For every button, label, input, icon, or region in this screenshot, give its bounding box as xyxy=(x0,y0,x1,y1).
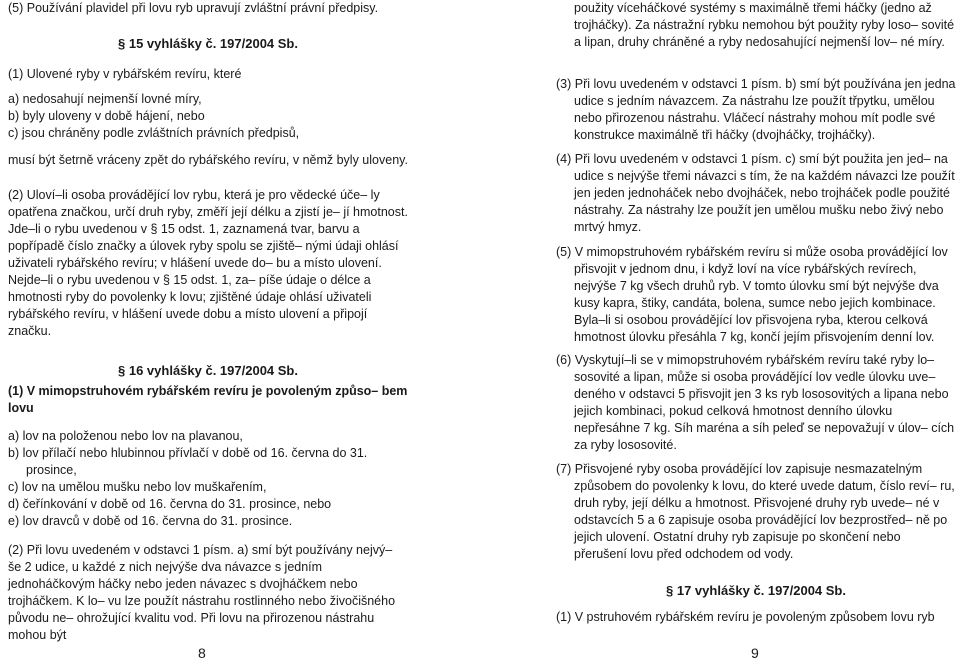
paragraph-17-1: (1) V pstruhovém rybářském revíru je povoleným způsobem lovu ryb xyxy=(556,610,935,624)
section-15-heading: § 15 vyhlášky č. 197/2004 Sb. xyxy=(118,36,298,51)
paragraph-16-6: (6) Vyskytují–li se v mimopstruhovém rybářském revíru také ryby lo– sosovité a lipan, může si osoba provádějící lov vedle úlovku uve– deného v odstavci 5 přisvojit jen 3 ks ryb lososovitých a lipana nebo jejich kombinaci, pokud celková hmotnost denního úlovku nepřesáhne 7 kg. Síh maréna a síh peleď se nepovažují v úlov– cích za ryby lososovité. xyxy=(556,353,955,452)
paragraph-15-2: (2) Uloví–li osoba provádějící lov rybu, která je pro vědecké úče– ly opatřena značkou, určí druh ryby, změří její délku a zjistí je– jí hmotnost. Jde–li o rybu uvedenou v § 15 odst. 1, zaznamená tvar, barvu a popřípadě číslo značky a úlovek ryby spolu se zjiště– nými údaji ohlásí uživateli rybářského revíru; v hlášení uvede do– bu a místo ulovení. Nejde–li o rybu uvedenou v § 15 odst. 1, za– píše údaje o délce a hmotnosti ryby do povolenky k lovu; zjištěné údaje ohlásí uživateli rybářského revíru, v hlášení uvede dobu a místo ulovení a připojí značku. xyxy=(8,188,408,338)
page-number-left: 8 xyxy=(198,645,206,661)
paragraph-16-4: (4) Při lovu uvedeném v odstavci 1 písm. c) smí být použita jen jed– na udice s nejvýše třemi návazci s tím, že na každém návazci lze použít jen jeden jednoháček nebo dvojháček, nebo trojháček podle použité nástrahy. Za nástrahy lze použít jen umělou mušku nebo živý nebo mrtvý hmyz. xyxy=(556,152,955,234)
section-17-heading: § 17 vyhlášky č. 197/2004 Sb. xyxy=(666,583,846,598)
list-item-a: a) nedosahují nejmenší lovné míry, xyxy=(8,92,202,106)
list-item-16-d: d) čeřínkování v době od 16. června do 31. prosince, nebo xyxy=(8,497,332,511)
paragraph-5-tail: (5) Používání plavidel při lovu ryb upravují zvláštní právní předpisy. xyxy=(8,1,379,15)
paragraph-16-2-continued: použity víceháčkové systémy s maximálně třemi háčky (jedno až trojháčky). Za nástražní rybku nemohou být použity ryby loso– sovité a lipan, druhy chráněné a ryby nedosahující nejmenší lov– né míry. xyxy=(574,1,955,49)
paragraph-16-2: (2) Při lovu uvedeném v odstavci 1 písm. a) smí být používány nejvý– še 2 udice, u každé z nich nejvýše dva návazce s jedním jednoháčkovým háčky nebo jeden návazec s dvojháčkem nebo trojháčkem. K lo– vu lze použít nástrahu rostlinného nebo živočišného původu ne– ohrožující kvalitu vod. Při lovu na přirozenou nástrahu mohou být xyxy=(8,543,396,642)
list-item-16-e: e) lov dravců v době od 16. června do 31. prosince. xyxy=(8,514,293,528)
list-item-16-c: c) lov na umělou mušku nebo lov muškařením, xyxy=(8,480,267,494)
paragraph-15-1-intro: (1) Ulovené ryby v rybářském revíru, které xyxy=(8,67,242,81)
section-16-heading: § 16 vyhlášky č. 197/2004 Sb. xyxy=(118,363,298,378)
list-item-16-a: a) lov na položenou nebo lov na plavanou, xyxy=(8,429,243,443)
paragraph-16-1: (1) V mimopstruhovém rybářském revíru je povoleným způso– bem lovu xyxy=(8,384,408,415)
list-item-b: b) byly uloveny v době hájení, nebo xyxy=(8,109,205,123)
list-item-16-b: b) lov přílačí nebo hlubinnou přívlačí v době od 16. června do 31. prosince, xyxy=(8,446,368,477)
paragraph-15-1-end: musí být šetrně vráceny zpět do rybářského revíru, v němž byly uloveny. xyxy=(8,153,408,167)
paragraph-16-7: (7) Přisvojené ryby osoba provádějící lov zapisuje nesmazatelným způsobem do povolenky k lovu, do které uvede datum, číslo reví– ru, druh ryby, její délku a hmotnost. Přisvojené druhy ryb uvede– né v odstavcích 5 a 6 zapisuje osoba provádějící lov bezprostřed– ně po jejich ulovení. Ostatní druhy ryb zapisuje po skončení nebo přerušení lovu před odchodem od vody. xyxy=(556,462,955,561)
page-number-right: 9 xyxy=(751,645,759,661)
list-item-c: c) jsou chráněny podle zvláštních právních předpisů, xyxy=(8,126,300,140)
paragraph-16-3: (3) Při lovu uvedeném v odstavci 1 písm. b) smí být používána jen jedna udice s jedním návazcem. Za nástrahu lze použít třpytku, umělou nebo přirozenou nástrahu. Vláčecí nástrahy mohou mít podle své konstrukce maximálně tři háčky (dvojháčky, trojháčky). xyxy=(556,77,956,142)
paragraph-16-5: (5) V mimopstruhovém rybářském revíru si může osoba provádějící lov přisvojit v jednom dnu, i když loví na více rybářských revírech, nejvýše 7 kg všech druhů ryb. V tomto úlovku smí být nejvýše dva kusy kapra, štiky, candáta, bolena, sumce nebo jejich kombinace. Byla–li si osobou provádějící lov přisvojena ryba, kterou celková hmotnost úlovku přesáhla 7 kg, končí jejím přisvojením denní lov. xyxy=(556,245,948,344)
right-page-column xyxy=(556,0,956,664)
left-page-column xyxy=(8,0,408,664)
